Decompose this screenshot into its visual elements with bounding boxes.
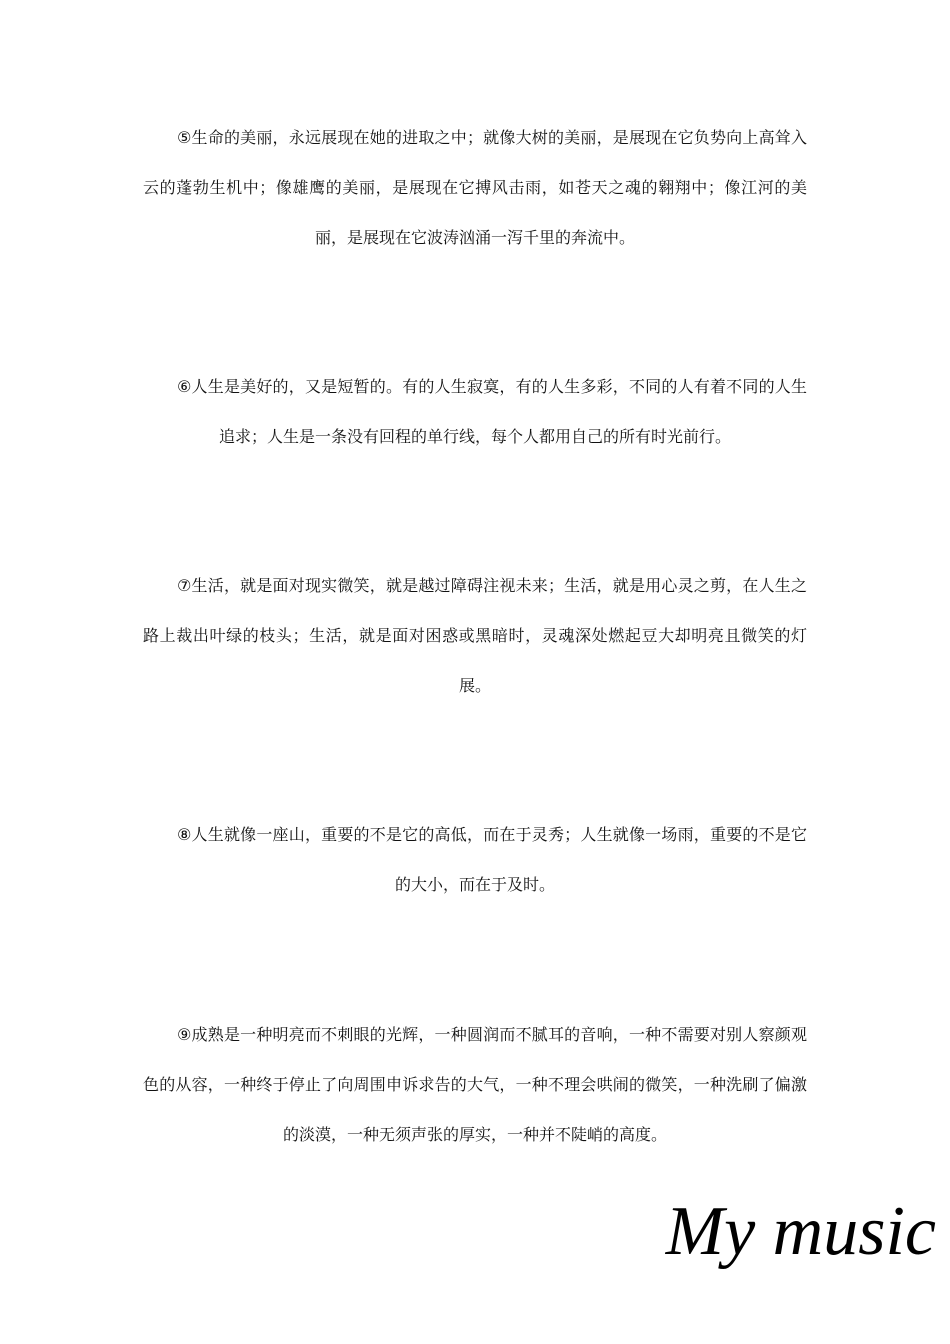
paragraph-7: ⑦生活，就是面对现实微笑，就是越过障碍注视未来；生活，就是用心灵之剪，在人生之路上裁出叶绿的枝头；生活，就是面对困惑或黑暗时，灵魂深处燃起豆大却明亮且微笑的灯展。 (143, 576, 807, 695)
paragraph-6: ⑥人生是美好的，又是短暂的。有的人生寂寞，有的人生多彩，不同的人有着不同的人生追求；人生是一条没有回程的单行线，每个人都用自己的所有时光前行。 (177, 377, 807, 446)
paragraph-5: ⑤生命的美丽，永远展现在她的进取之中；就像大树的美丽，是展现在它负势向上高耸入云的蓬勃生机中；像雄鹰的美丽，是展现在它搏风击雨，如苍天之魂的翱翔中；像江河的美丽，是展现在它波涛汹涌一泻千里的奔流中。 (143, 128, 807, 247)
paragraph-9: ⑨成熟是一种明亮而不刺眼的光辉，一种圆润而不腻耳的音响，一种不需要对别人察颜观色的从容，一种终于停止了向周围申诉求告的大气，一种不理会哄闹的微笑，一种洗刷了偏激的淡漠，一种无须声张的厚实，一种并不陡峭的高度。 (143, 1025, 807, 1144)
paragraph-8: ⑧人生就像一座山，重要的不是它的高低，而在于灵秀；人生就像一场雨，重要的不是它的大小，而在于及时。 (177, 825, 807, 894)
signature-text: My music (665, 1193, 936, 1270)
